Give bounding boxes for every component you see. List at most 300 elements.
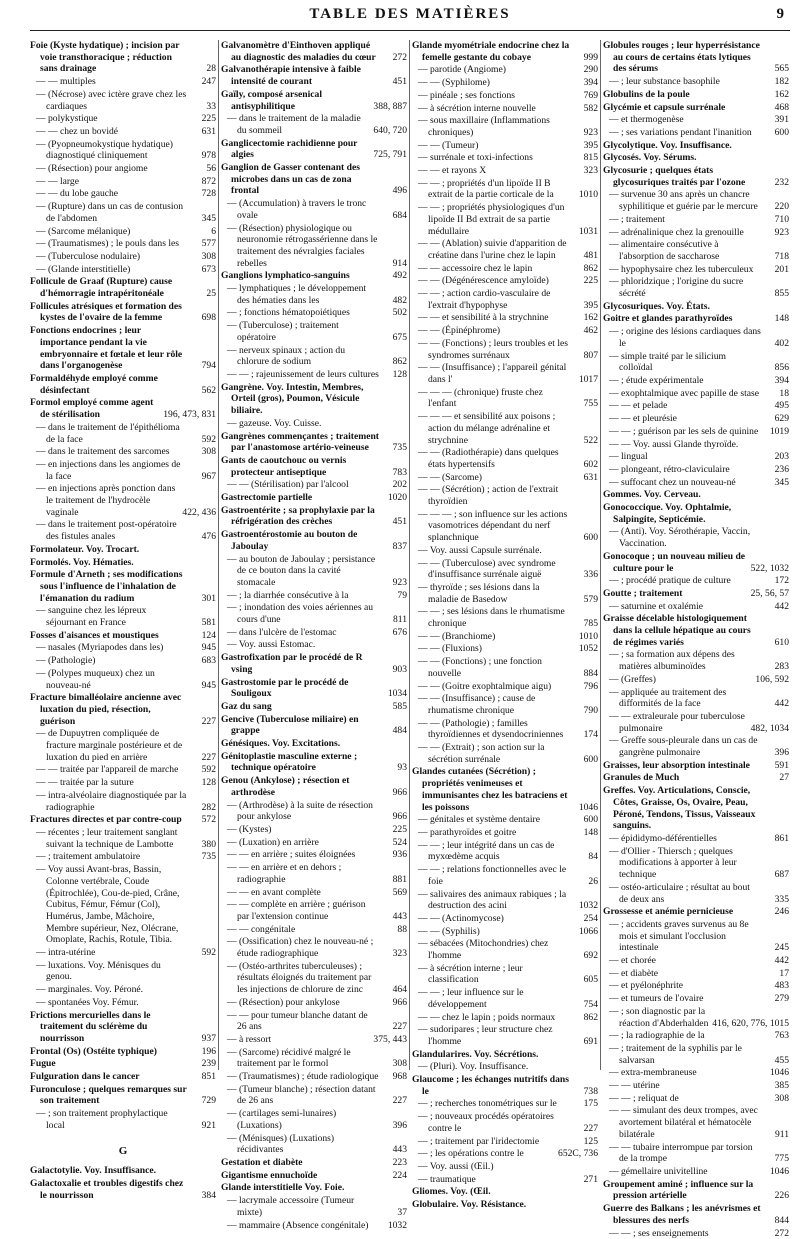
page-number: 9 bbox=[777, 6, 785, 23]
index-entry bbox=[603, 526, 789, 549]
entry-text: — (Sarcome) récidivé malgré le traitement par le formol bbox=[221, 1047, 379, 1070]
entry-page: 148 bbox=[570, 827, 598, 839]
entry-page: 88 bbox=[379, 924, 407, 936]
index-entry bbox=[412, 766, 598, 813]
index-entry bbox=[603, 227, 789, 239]
entry-text: — — pour tumeur blanche datant de 26 ans bbox=[221, 1010, 379, 1033]
entry-text: Génitoplastie masculine externe ; technique opératoire bbox=[221, 751, 379, 774]
entry-page: 676 bbox=[379, 627, 407, 639]
index-entry bbox=[603, 114, 789, 126]
index-entry bbox=[603, 1030, 789, 1042]
index-entry bbox=[603, 375, 789, 387]
entry-page: 1046 bbox=[570, 802, 598, 814]
index-entry bbox=[221, 64, 407, 87]
index-entry bbox=[603, 1166, 789, 1178]
index-entry bbox=[221, 40, 407, 63]
entry-page: 862 bbox=[379, 356, 407, 368]
entry-text: — — et pleurésie bbox=[603, 413, 761, 425]
entry-text: Ganglion de Gasser contenant des microbes dans un cas de zona frontal bbox=[221, 162, 379, 197]
entry-page: 862 bbox=[570, 263, 598, 275]
entry-text: Goutte ; traitement bbox=[603, 588, 749, 600]
entry-page: 442 bbox=[761, 601, 789, 613]
entry-text: — gazeuse. Voy. Cuisse. bbox=[221, 418, 379, 430]
entry-page: 1052 bbox=[570, 643, 598, 655]
entry-page: 182 bbox=[761, 76, 789, 88]
index-entry bbox=[30, 139, 216, 162]
entry-text: — parathyroïdes et goitre bbox=[412, 827, 570, 839]
entry-page: 396 bbox=[761, 747, 789, 759]
entry-page: 591 bbox=[761, 760, 789, 772]
index-entry bbox=[30, 76, 216, 88]
entry-text: — ; la radiographie de la bbox=[603, 1030, 761, 1042]
index-entry bbox=[603, 413, 789, 425]
entry-text: — ; traitement ambulatoire bbox=[30, 851, 188, 863]
entry-page: 769 bbox=[570, 90, 598, 102]
entry-text: — ; son diagnostic par la réaction d'Abderhalden bbox=[603, 1006, 710, 1029]
header-rule bbox=[30, 30, 790, 31]
index-entry bbox=[30, 630, 216, 642]
index-entry bbox=[603, 264, 789, 276]
entry-text: Gastroentérostomie au bouton de Jaboulay bbox=[221, 529, 379, 552]
entry-text: — Voy. aussi Estomac. bbox=[221, 639, 379, 651]
index-entry bbox=[221, 505, 407, 528]
entry-text: — à sécrétion interne nouvelle bbox=[412, 103, 570, 115]
index-entry bbox=[412, 582, 598, 605]
index-entry bbox=[412, 1148, 598, 1160]
entry-page: 738 bbox=[570, 1086, 598, 1098]
entry-page: 246 bbox=[761, 906, 789, 918]
entry-page: 522, 1032 bbox=[749, 563, 789, 575]
entry-text: Graisses, leur absorption intestinale bbox=[603, 760, 761, 772]
entry-page: 394 bbox=[761, 375, 789, 387]
index-entry bbox=[30, 777, 216, 789]
column-divider bbox=[218, 40, 219, 1070]
entry-text: — thyroïde ; ses lésions dans la maladie de Basedow bbox=[412, 582, 570, 605]
entry-page: 1066 bbox=[570, 926, 598, 938]
entry-page: 196 bbox=[188, 1046, 216, 1058]
entry-page: 794 bbox=[188, 360, 216, 372]
entry-text: — intra-utérine bbox=[30, 947, 188, 959]
entry-text: Glycémie et capsule surrénale bbox=[603, 102, 761, 114]
entry-page: 1017 bbox=[570, 374, 598, 386]
index-entry bbox=[412, 864, 598, 887]
entry-page: 468 bbox=[761, 102, 789, 114]
entry-text: — dans le traitement des sarcomes bbox=[30, 446, 188, 458]
index-entry bbox=[221, 138, 407, 161]
entry-text: Glande myométriale endocrine chez la femelle gestante du cobaye bbox=[412, 40, 570, 63]
entry-text: — ; ses variations pendant l'inanition bbox=[603, 127, 761, 139]
entry-text: — (Résection) pour angiome bbox=[30, 163, 188, 175]
index-entry bbox=[221, 1133, 407, 1156]
entry-text: Gastrectomie partielle bbox=[221, 492, 379, 504]
entry-text: — — ; leur influence sur le développement bbox=[412, 987, 570, 1010]
entry-text: Galactoxalie et troubles digestifs chez le nourrisson bbox=[30, 1178, 188, 1201]
index-entry bbox=[603, 1142, 789, 1165]
index-entry bbox=[412, 913, 598, 925]
entry-page: 283 bbox=[761, 661, 789, 673]
entry-text: — ; son traitement prophylactique local bbox=[30, 1108, 188, 1131]
entry-text: Ganglicectomie rachidienne pour algies bbox=[221, 138, 371, 161]
entry-text: — (Pluri). Voy. Insuffisance. bbox=[412, 1061, 570, 1073]
entry-text: Gangrènes commençantes ; traitement par l'anastomose artério-veineuse bbox=[221, 431, 379, 454]
entry-text: — d'Ollier - Thiersch ; quelques modifications à apporter à leur technique bbox=[603, 846, 761, 881]
entry-text: Frictions mercurielles dans le traitement du sclérème du nourrisson bbox=[30, 1010, 188, 1045]
entry-text: — ostéo-articulaire ; résultat au bout de deux ans bbox=[603, 882, 761, 905]
column-divider bbox=[600, 40, 601, 1070]
index-entry bbox=[221, 270, 407, 282]
entry-text: — — (Extrait) ; son action sur la sécrétion surrénale bbox=[412, 742, 570, 765]
entry-text: — — (Pathologie) ; familles thyroïdiennes et dysendocriniennes bbox=[412, 718, 570, 741]
entry-page: 884 bbox=[570, 668, 598, 680]
index-entry bbox=[30, 276, 216, 299]
index-entry bbox=[221, 113, 407, 136]
entry-text: — de Dupuytren compliquée de fracture marginale postérieure et de luxation du pied en arrière bbox=[30, 728, 188, 763]
entry-text: — — — (chronique) fruste chez l'enfant bbox=[412, 387, 570, 410]
entry-page: 729 bbox=[188, 1095, 216, 1107]
entry-page: 26 bbox=[570, 876, 598, 888]
index-entry bbox=[603, 214, 789, 226]
entry-page: 308 bbox=[188, 446, 216, 458]
index-entry bbox=[603, 1043, 789, 1066]
index-entry bbox=[603, 351, 789, 374]
index-entry bbox=[30, 201, 216, 224]
entry-page: 323 bbox=[379, 948, 407, 960]
entry-text: — extra-membraneuse bbox=[603, 1067, 761, 1079]
entry-text: Galvanothérapie intensive à faible intensité de courant bbox=[221, 64, 379, 87]
entry-page: 416, 620, 776, 1015 bbox=[710, 1018, 789, 1030]
page-header bbox=[30, 6, 790, 28]
index-entry bbox=[412, 840, 598, 863]
entry-page: 710 bbox=[761, 214, 789, 226]
index-entry bbox=[30, 1071, 216, 1083]
entry-page: 27 bbox=[761, 772, 789, 784]
entry-text: — — ; relations fonctionnelles avec le foie bbox=[412, 864, 570, 887]
index-entry bbox=[221, 479, 407, 491]
index-entry bbox=[603, 919, 789, 954]
entry-page: 335 bbox=[761, 894, 789, 906]
entry-page: 451 bbox=[379, 516, 407, 528]
entry-page: 937 bbox=[188, 1033, 216, 1045]
index-entry bbox=[603, 477, 789, 489]
entry-text: — — ; leur intégrité dans un cas de myxœdème acquis bbox=[412, 840, 570, 863]
entry-text: Gastrofixation par le procédé de R vsing bbox=[221, 652, 379, 675]
entry-page: 476 bbox=[188, 531, 216, 543]
index-entry bbox=[603, 846, 789, 881]
index-entry bbox=[221, 1108, 407, 1131]
entry-text: — ; sa formation aux dépens des matières albuminoïdes bbox=[603, 649, 761, 672]
entry-text: Glandularires. Voy. Sécrétions. bbox=[412, 1049, 570, 1061]
entry-page: 220 bbox=[761, 201, 789, 213]
entry-page: 345 bbox=[761, 477, 789, 489]
entry-page: 290 bbox=[570, 64, 598, 76]
entry-page: 464 bbox=[379, 984, 407, 996]
index-entry bbox=[30, 397, 216, 420]
entry-text: — Voy. aussi Capsule surrénale. bbox=[412, 545, 570, 557]
index-entry bbox=[603, 313, 789, 325]
index-entry bbox=[221, 639, 407, 651]
entry-page: 124 bbox=[188, 630, 216, 642]
entry-page: 1010 bbox=[570, 631, 598, 643]
index-entry bbox=[603, 40, 789, 75]
entry-page: 923 bbox=[570, 127, 598, 139]
entry-page: 775 bbox=[761, 1153, 789, 1165]
index-entry bbox=[412, 987, 598, 1010]
entry-page: 196, 473, 831 bbox=[161, 409, 216, 421]
index-entry bbox=[603, 189, 789, 212]
entry-page: 790 bbox=[570, 705, 598, 717]
index-entry bbox=[412, 1161, 598, 1173]
index-entry bbox=[30, 668, 216, 691]
index-entry bbox=[412, 312, 598, 324]
entry-page: 227 bbox=[188, 716, 216, 728]
index-entry bbox=[221, 1170, 407, 1182]
entry-text: — — congénitale bbox=[221, 924, 379, 936]
index-entry bbox=[221, 837, 407, 849]
entry-page: 227 bbox=[379, 1095, 407, 1107]
index-entry bbox=[30, 1058, 216, 1070]
entry-text: — ; nouveaux procédés opératoires contre le bbox=[412, 1111, 570, 1134]
entry-page: 862 bbox=[570, 1012, 598, 1024]
entry-text: — sous maxillaire (Inflammations chroniques) bbox=[412, 115, 570, 138]
index-entry bbox=[221, 418, 407, 430]
entry-page: 385 bbox=[761, 1080, 789, 1092]
entry-text: — (Sarcome mélanique) bbox=[30, 226, 188, 238]
index-entry bbox=[221, 899, 407, 922]
entry-text: Génésiques. Voy. Excitations. bbox=[221, 738, 379, 750]
index-entry bbox=[412, 814, 598, 826]
entry-text: — (Traumatismes) ; le pouls dans les bbox=[30, 238, 188, 250]
entry-text: — récentes ; leur traitement sanglant suivant la technique de Lambotte bbox=[30, 827, 188, 850]
entry-text: — ; fonctions hématopoiétiques bbox=[221, 307, 379, 319]
entry-text: — — (Tumeur) bbox=[412, 140, 570, 152]
index-entry bbox=[603, 102, 789, 114]
entry-page: 174 bbox=[570, 729, 598, 741]
entry-page: 443 bbox=[379, 911, 407, 923]
entry-page: 755 bbox=[570, 398, 598, 410]
entry-page: 272 bbox=[379, 52, 407, 64]
entry-page: 945 bbox=[188, 680, 216, 692]
index-entry bbox=[603, 1006, 789, 1029]
index-entry bbox=[221, 345, 407, 368]
entry-page: 37 bbox=[379, 1207, 407, 1219]
entry-page: 1019 bbox=[761, 426, 789, 438]
index-entry bbox=[221, 751, 407, 774]
entry-page: 17 bbox=[761, 968, 789, 980]
entry-page: 227 bbox=[188, 752, 216, 764]
entry-page: 172 bbox=[761, 575, 789, 587]
entry-text: — (Accumulation) à travers le tronc ovale bbox=[221, 198, 379, 221]
entry-page: 600 bbox=[570, 754, 598, 766]
entry-page: 282 bbox=[188, 802, 216, 814]
entry-text: — dans le traitement de l'épithélioma de la face bbox=[30, 422, 188, 445]
entry-text: — ; les opérations contre le bbox=[412, 1148, 556, 1160]
entry-text: — surrénale et toxi-infections bbox=[412, 152, 570, 164]
entry-page: 236 bbox=[761, 464, 789, 476]
entry-text: Grossesse et anémie pernicieuse bbox=[603, 906, 761, 918]
entry-page: 308 bbox=[379, 1058, 407, 1070]
entry-page: 254 bbox=[570, 913, 598, 925]
index-entry bbox=[412, 152, 598, 164]
entry-text: — (Polypes muqueux) chez un nouveau-né bbox=[30, 668, 188, 691]
index-entry bbox=[412, 1024, 598, 1047]
entry-text: — — traitée par l'appareil de marche bbox=[30, 764, 188, 776]
entry-page: 226 bbox=[761, 1190, 789, 1202]
entry-page: 162 bbox=[761, 89, 789, 101]
index-entry bbox=[30, 422, 216, 445]
index-entry bbox=[221, 738, 407, 750]
entry-page: 492 bbox=[379, 270, 407, 282]
entry-text: — lacrymale accessoire (Tumeur mixte) bbox=[221, 1195, 379, 1218]
index-entry bbox=[412, 165, 598, 177]
entry-page: 223 bbox=[379, 1157, 407, 1169]
index-entry bbox=[603, 993, 789, 1005]
entry-text: — en injections après ponction dans le traitement de l'hydrocèle vaginale bbox=[30, 483, 180, 518]
entry-page: 162 bbox=[570, 312, 598, 324]
index-entry bbox=[412, 103, 598, 115]
entry-text: — — traitée par la suture bbox=[30, 777, 188, 789]
entry-page: 923 bbox=[761, 227, 789, 239]
index-entry bbox=[221, 1157, 407, 1169]
entry-page: 125 bbox=[570, 1136, 598, 1148]
entry-text: — — ; action cardio-vasculaire de l'extrait d'hypophyse bbox=[412, 288, 570, 311]
entry-text: Foie (Kyste hydatique) ; incision par voie transthoracique ; réduction sans drainage bbox=[30, 40, 188, 75]
index-entry bbox=[30, 1084, 216, 1107]
index-entry bbox=[221, 162, 407, 197]
entry-text: — (Tuberculose) ; traitement opératoire bbox=[221, 320, 379, 343]
entry-text: Gangrène. Voy. Intestin, Membres, Orteil (gros), Poumon, Vésicule biliaire. bbox=[221, 382, 379, 417]
entry-page: 6 bbox=[188, 226, 216, 238]
entry-text: — — — ; son influence sur les actions vasomotrices dépendant du nerf splanchnique bbox=[412, 509, 570, 544]
entry-page: 384 bbox=[188, 1190, 216, 1202]
entry-page: 301 bbox=[188, 593, 216, 605]
entry-text: — ; inondation des voies aériennes au cours d'une bbox=[221, 602, 379, 625]
entry-page: 861 bbox=[761, 833, 789, 845]
index-entry bbox=[412, 926, 598, 938]
entry-text: — nerveux spinaux ; action du chlorure de sodium bbox=[221, 345, 379, 368]
entry-text: — adrénalinique chez la grenouille bbox=[603, 227, 761, 239]
entry-text: — plongeant, rétro-claviculaire bbox=[603, 464, 761, 476]
entry-text: — — en arrière et en dehors ; radiographie bbox=[221, 862, 379, 885]
index-entry bbox=[412, 545, 598, 557]
entry-text: Gastroentérite ; sa prophylaxie par la réfrigération des crèches bbox=[221, 505, 379, 528]
entry-text: — au bouton de Jaboulay ; persistance de ce bouton dans la cavité stomacale bbox=[221, 554, 379, 589]
entry-page: 56 bbox=[188, 163, 216, 175]
entry-page: 279 bbox=[761, 993, 789, 1005]
entry-text: — mammaire (Absence congénitale) bbox=[221, 1220, 379, 1232]
entry-text: — — (Fonctions) ; une fonction nouvelle bbox=[412, 656, 570, 679]
entry-text: — — en arrière ; suites éloignées bbox=[221, 849, 379, 861]
entry-text: Gencive (Tuberculose miliaire) en grappe bbox=[221, 714, 379, 737]
index-entry bbox=[412, 411, 598, 446]
entry-page: 391 bbox=[761, 114, 789, 126]
entry-page: 631 bbox=[188, 126, 216, 138]
entry-page: 837 bbox=[379, 541, 407, 553]
index-entry bbox=[221, 283, 407, 306]
index-entry bbox=[603, 326, 789, 349]
entry-page: 272 bbox=[761, 1228, 789, 1239]
index-entry bbox=[412, 1186, 598, 1198]
entry-text: — spontanées Voy. Fémur. bbox=[30, 997, 188, 1009]
index-entry bbox=[30, 264, 216, 276]
entry-text: — — ; guérison par les sels de quinine bbox=[603, 426, 761, 438]
index-entry bbox=[221, 198, 407, 221]
entry-page: 968 bbox=[379, 1071, 407, 1083]
entry-page: 579 bbox=[570, 594, 598, 606]
entry-text: — — large bbox=[30, 176, 188, 188]
index-entry bbox=[30, 544, 216, 556]
entry-text: — Greffe sous-pleurale dans un cas de gangrène pulmonaire bbox=[603, 735, 761, 758]
entry-page: 225 bbox=[379, 824, 407, 836]
entry-page: 482 bbox=[379, 295, 407, 307]
index-entry bbox=[412, 484, 598, 507]
entry-text: — marginales. Voy. Péroné. bbox=[30, 984, 188, 996]
entry-page: 872 bbox=[188, 176, 216, 188]
index-entry bbox=[30, 483, 216, 518]
entry-text: Gigantisme ennuchoïde bbox=[221, 1170, 379, 1182]
index-entry bbox=[412, 77, 598, 89]
index-entry bbox=[221, 1182, 407, 1194]
index-entry bbox=[412, 742, 598, 765]
entry-text: — (Traumatismes) ; étude radiologique bbox=[221, 1071, 379, 1083]
index-entry bbox=[221, 1034, 407, 1046]
index-entry bbox=[221, 554, 407, 589]
index-entry bbox=[30, 827, 216, 850]
entry-page: 605 bbox=[570, 974, 598, 986]
entry-page: 966 bbox=[379, 787, 407, 799]
index-entry bbox=[221, 89, 407, 112]
index-entry bbox=[30, 790, 216, 813]
entry-page: 735 bbox=[379, 442, 407, 454]
entry-page: 224 bbox=[379, 1170, 407, 1182]
index-entry bbox=[30, 446, 216, 458]
index-entry bbox=[603, 276, 789, 299]
entry-text: Glycolytique. Voy. Insuffisance. bbox=[603, 140, 761, 152]
index-entry bbox=[603, 955, 789, 967]
entry-page: 271 bbox=[570, 1174, 598, 1186]
index-entry bbox=[30, 176, 216, 188]
entry-text: — alimentaire consécutive à l'absorption de saccharose bbox=[603, 239, 761, 262]
index-entry bbox=[412, 558, 598, 581]
index-entry bbox=[221, 775, 407, 798]
index-entry bbox=[603, 601, 789, 613]
index-entry bbox=[412, 681, 598, 693]
entry-text: — — en avant complète bbox=[221, 887, 379, 899]
entry-page: 25, 56, 57 bbox=[749, 588, 789, 600]
entry-page: 496 bbox=[379, 185, 407, 197]
entry-page: 592 bbox=[188, 434, 216, 446]
index-entry bbox=[30, 459, 216, 482]
entry-text: — — du lobe gauche bbox=[30, 188, 188, 200]
index-entry bbox=[603, 439, 789, 451]
entry-text: Furonculose ; quelques remarques sur son traitement bbox=[30, 1084, 188, 1107]
entry-text: — — Voy. aussi Glande thyroïde. bbox=[603, 439, 761, 451]
entry-page: 691 bbox=[570, 1036, 598, 1048]
entry-text: — lymphatiques ; le développement des hématies dans les bbox=[221, 283, 379, 306]
entry-text: — (Résection) physiologique ou neuronomie rétrogassérienne dans le traitement des névralgies faciales rebelles bbox=[221, 223, 379, 270]
entry-page: 524 bbox=[379, 837, 407, 849]
section-letter: G bbox=[30, 1146, 216, 1158]
entry-page: 455 bbox=[761, 1055, 789, 1067]
entry-text: Genou (Ankylose) ; résection et arthrodèse bbox=[221, 775, 379, 798]
entry-text: — survenue 30 ans après un chancre syphilitique et guérie par le mercure bbox=[603, 189, 761, 212]
index-entry bbox=[603, 1067, 789, 1079]
entry-text: Fosses d'aisances et moustiques bbox=[30, 630, 188, 642]
entry-text: Globulaire. Voy. Résistance. bbox=[412, 1199, 570, 1211]
entry-page: 881 bbox=[379, 874, 407, 886]
entry-text: Formule d'Arneth ; ses modifications sous l'influence de l'inhalation de l'émanation du radium bbox=[30, 569, 188, 604]
entry-text: — — (Actinomycose) bbox=[412, 913, 570, 925]
entry-text: Gaïly, composé arsenical antisyphilitique bbox=[221, 89, 371, 112]
